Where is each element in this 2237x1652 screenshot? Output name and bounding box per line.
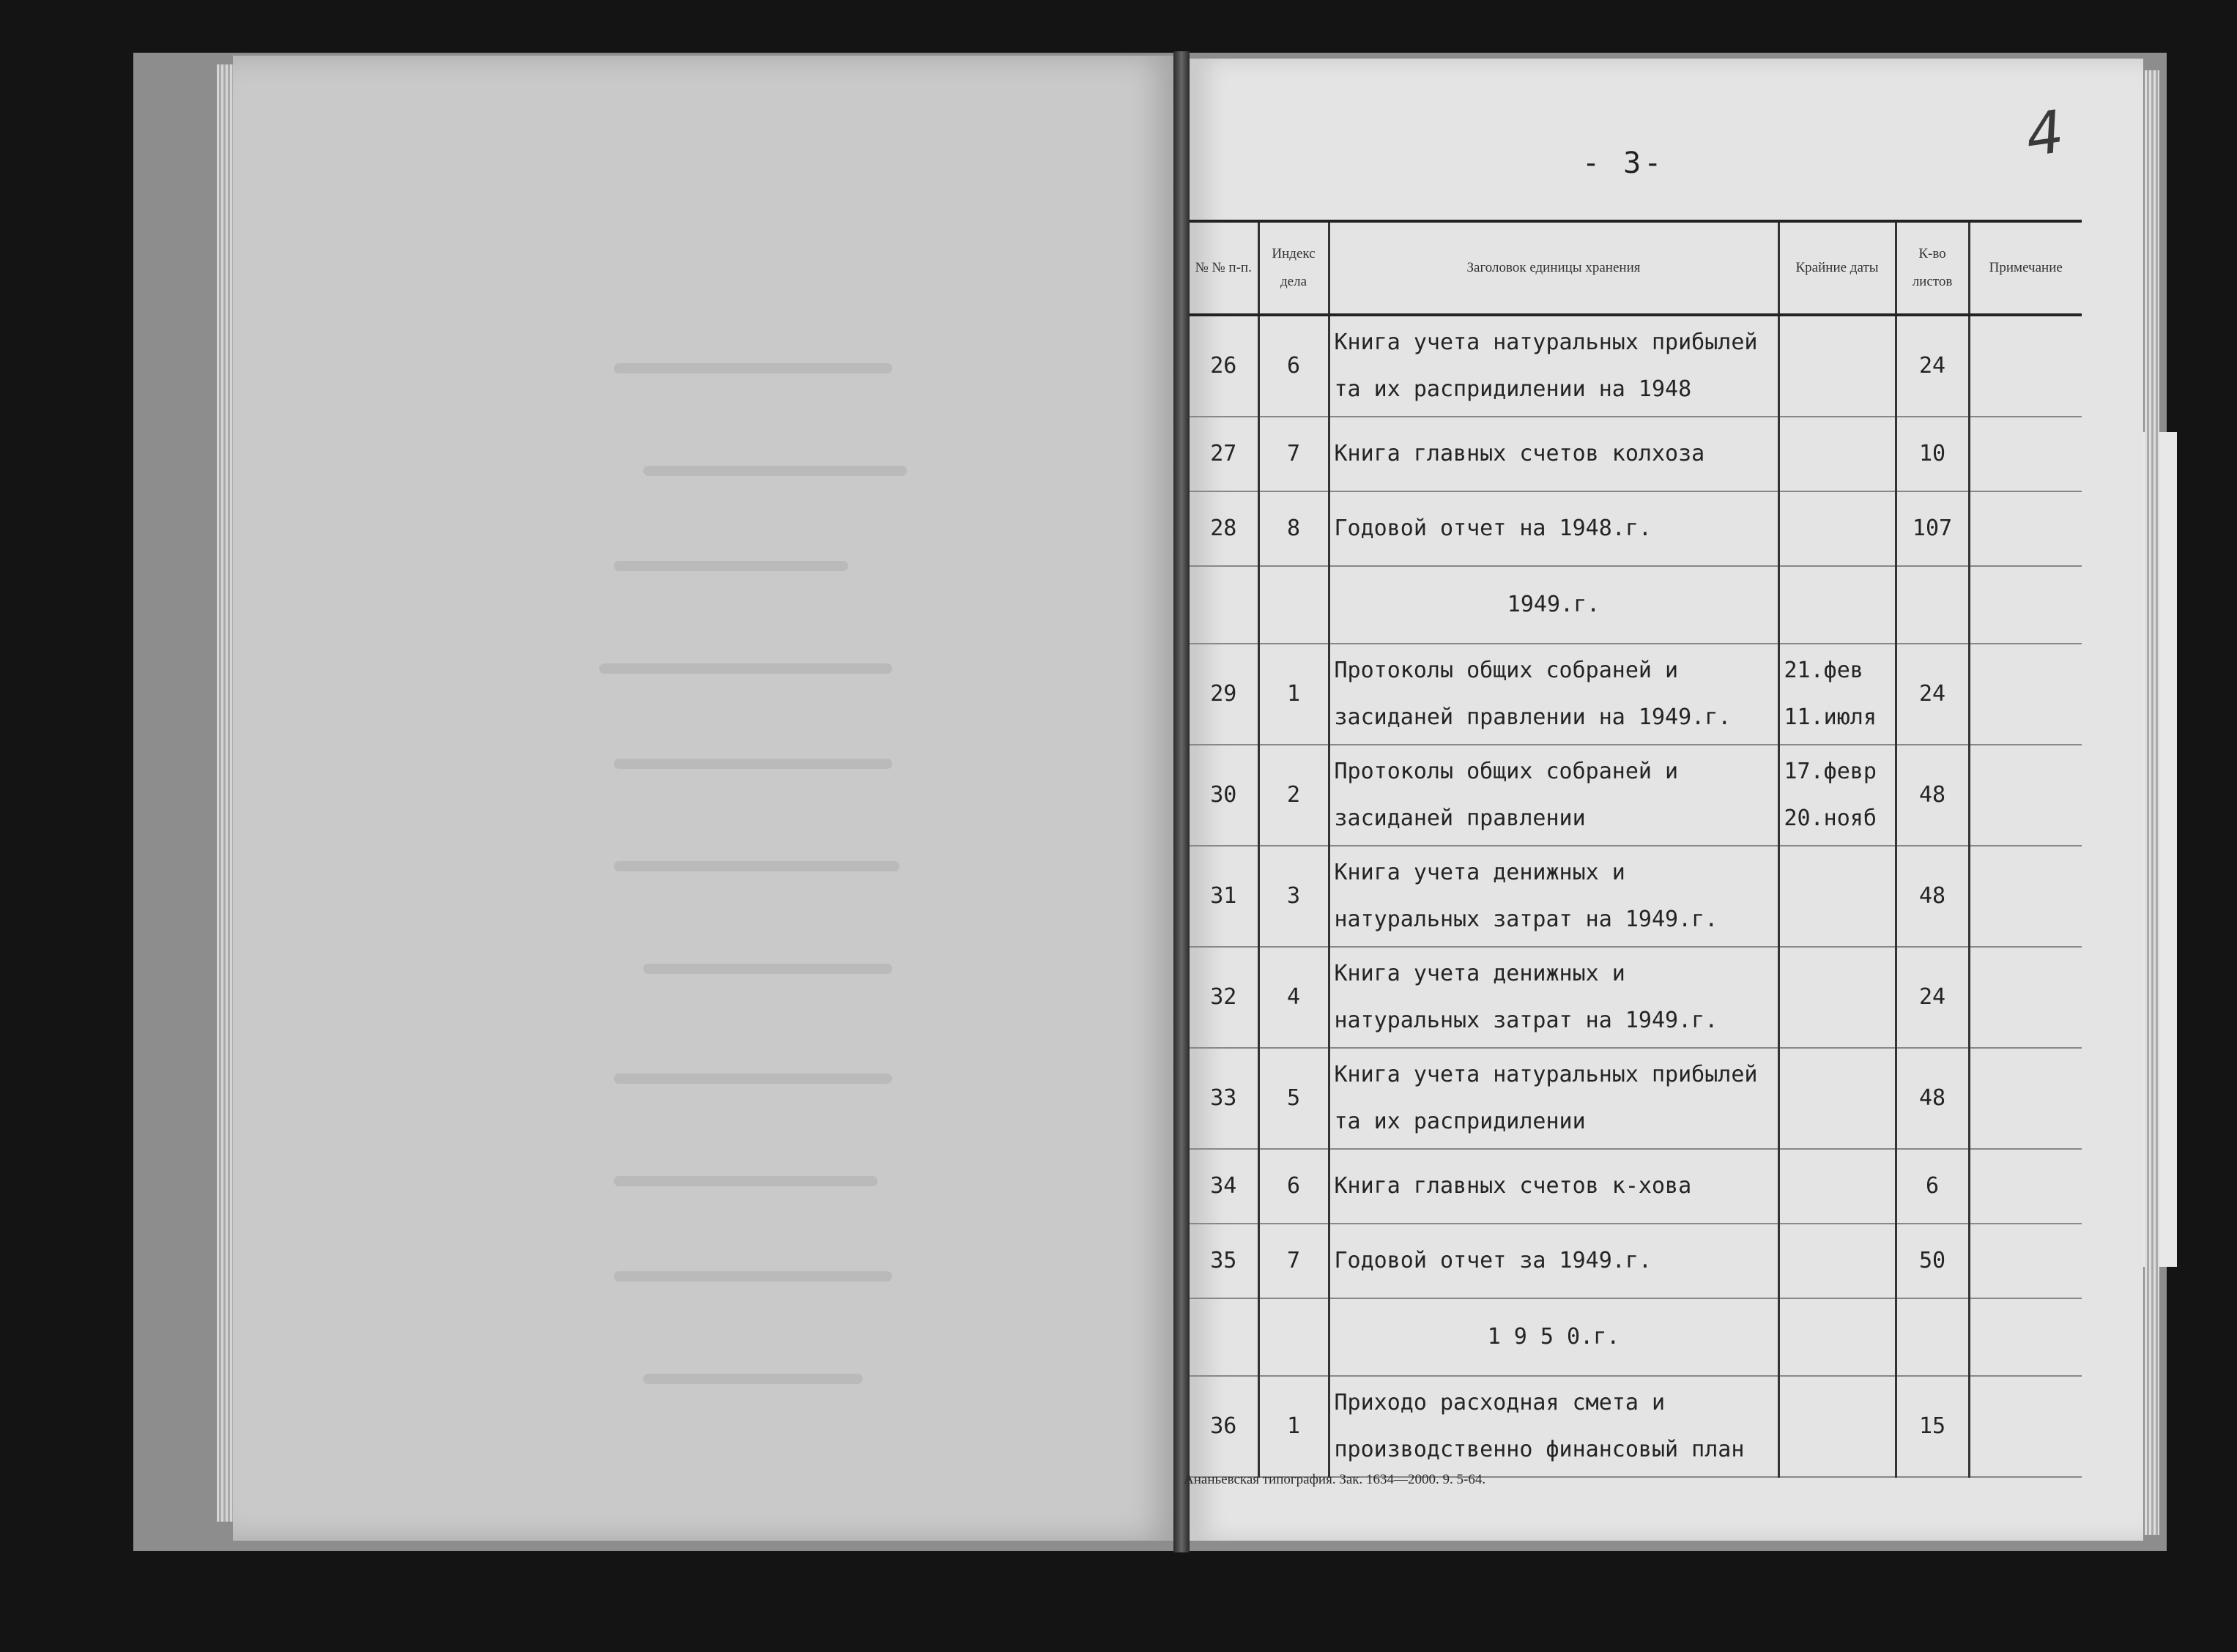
cell-dates	[1778, 1149, 1896, 1224]
cell-number: 29	[1190, 644, 1258, 745]
cell-number: 27	[1190, 417, 1258, 491]
table-header-row	[1190, 221, 2082, 315]
empty-cell	[1190, 566, 1258, 644]
header-notes: Примечание	[1969, 221, 2082, 315]
section-year: 1949.г.	[1329, 566, 1778, 644]
cell-notes	[1969, 1149, 2082, 1224]
cell-sheets: 48	[1896, 1048, 1969, 1149]
cell-title: Книга учета денижных и натуральных затрат на 1949.г.	[1329, 846, 1778, 947]
page-number: - 3-	[1582, 146, 1665, 180]
cell-dates	[1778, 315, 1896, 417]
handwritten-folio-number: 4	[2021, 97, 2069, 171]
cell-sheets: 24	[1896, 947, 1969, 1048]
bleed-through-line	[614, 1271, 892, 1281]
printer-imprint: Ананьевская типография. Зак. 1634—2000. 9. 5-64.	[1184, 1472, 1486, 1487]
table-row	[1190, 1376, 2082, 1477]
cell-number: 35	[1190, 1224, 1258, 1298]
cell-title: Приходо расходная смета и производственно финансовый план	[1329, 1376, 1778, 1477]
empty-cell	[1896, 566, 1969, 644]
table-row	[1190, 315, 2082, 417]
cell-title: Годовой отчет за 1949.г.	[1329, 1224, 1778, 1298]
table-row	[1190, 1224, 2082, 1298]
table-row	[1190, 491, 2082, 566]
cell-notes	[1969, 315, 2082, 417]
cell-title: Годовой отчет на 1948.г.	[1329, 491, 1778, 566]
cell-index: 7	[1258, 1224, 1329, 1298]
table-row	[1190, 846, 2082, 947]
bleed-through-line	[614, 1176, 878, 1186]
bleed-through-line	[614, 861, 899, 871]
header-title: Заголовок единицы хранения	[1329, 221, 1778, 315]
cell-number: 26	[1190, 315, 1258, 417]
cell-index: 1	[1258, 1376, 1329, 1477]
cell-notes	[1969, 417, 2082, 491]
bleed-through-line	[614, 363, 892, 373]
cell-index: 4	[1258, 947, 1329, 1048]
cell-notes	[1969, 846, 2082, 947]
cell-dates: 17.февр 20.нояб	[1778, 745, 1896, 846]
cell-number: 33	[1190, 1048, 1258, 1149]
empty-cell	[1778, 566, 1896, 644]
cell-notes	[1969, 1376, 2082, 1477]
cell-title: Книга учета денижных и натуральных затрат на 1949.г.	[1329, 947, 1778, 1048]
cell-index: 5	[1258, 1048, 1329, 1149]
right-page-edges	[2145, 70, 2159, 1535]
cell-index: 6	[1258, 1149, 1329, 1224]
book-spine-gutter	[1173, 51, 1190, 1552]
cell-number: 28	[1190, 491, 1258, 566]
table-row	[1190, 947, 2082, 1048]
cell-title: Книга учета натуральных прибылей та их распридилении	[1329, 1048, 1778, 1149]
cell-sheets: 48	[1896, 745, 1969, 846]
empty-cell	[1258, 1298, 1329, 1376]
cell-sheets: 24	[1896, 644, 1969, 745]
cell-sheets: 48	[1896, 846, 1969, 947]
cell-notes	[1969, 947, 2082, 1048]
cell-sheets: 24	[1896, 315, 1969, 417]
archive-register-table	[1190, 220, 2082, 1478]
table-row	[1190, 644, 2082, 745]
cell-number: 34	[1190, 1149, 1258, 1224]
cell-sheets: 107	[1896, 491, 1969, 566]
cell-dates	[1778, 947, 1896, 1048]
section-year: 1 9 5 0.г.	[1329, 1298, 1778, 1376]
empty-cell	[1258, 566, 1329, 644]
cell-notes	[1969, 1048, 2082, 1149]
table-body	[1190, 315, 2082, 1477]
empty-cell	[1969, 566, 2082, 644]
cell-dates: 21.фев 11.июля	[1778, 644, 1896, 745]
cell-sheets: 10	[1896, 417, 1969, 491]
empty-cell	[1190, 1298, 1258, 1376]
bleed-through-line	[643, 466, 907, 476]
cell-dates	[1778, 1376, 1896, 1477]
cell-notes	[1969, 1224, 2082, 1298]
header-sheets: К-во листов	[1896, 221, 1969, 315]
table-row	[1190, 1048, 2082, 1149]
bleed-through-line	[643, 964, 892, 974]
header-number: № № п-п.	[1190, 221, 1258, 315]
cell-sheets: 50	[1896, 1224, 1969, 1298]
cell-title: Протоколы общих собраней и засиданей правлении на 1949.г.	[1329, 644, 1778, 745]
cell-dates	[1778, 417, 1896, 491]
cell-index: 2	[1258, 745, 1329, 846]
cell-index: 1	[1258, 644, 1329, 745]
empty-cell	[1896, 1298, 1969, 1376]
cell-index: 8	[1258, 491, 1329, 566]
empty-cell	[1969, 1298, 2082, 1376]
cell-title: Книга главных счетов к-хова	[1329, 1149, 1778, 1224]
cell-title: Книга главных счетов колхоза	[1329, 417, 1778, 491]
bleed-through-line	[614, 759, 892, 769]
table-row	[1190, 1149, 2082, 1224]
cell-number: 36	[1190, 1376, 1258, 1477]
cell-dates	[1778, 1048, 1896, 1149]
cell-title: Протоколы общих собраней и засиданей правлении	[1329, 745, 1778, 846]
empty-cell	[1778, 1298, 1896, 1376]
cell-number: 30	[1190, 745, 1258, 846]
cell-sheets: 6	[1896, 1149, 1969, 1224]
bleed-through-line	[614, 561, 848, 571]
table-row	[1190, 417, 2082, 491]
cell-title: Книга учета натуральных прибылей та их распридилении на 1948	[1329, 315, 1778, 417]
cell-dates	[1778, 846, 1896, 947]
cell-index: 7	[1258, 417, 1329, 491]
bleed-through-line	[599, 663, 892, 674]
cell-number: 31	[1190, 846, 1258, 947]
cell-number: 32	[1190, 947, 1258, 1048]
table-section-row	[1190, 1298, 2082, 1376]
table-row	[1190, 745, 2082, 846]
header-index: Индекс дела	[1258, 221, 1329, 315]
cell-sheets: 15	[1896, 1376, 1969, 1477]
header-dates: Крайние даты	[1778, 221, 1896, 315]
table-section-row	[1190, 566, 2082, 644]
cell-index: 3	[1258, 846, 1329, 947]
bleed-through-line	[643, 1374, 863, 1384]
bleed-through-line	[614, 1074, 892, 1084]
cell-dates	[1778, 491, 1896, 566]
cell-notes	[1969, 491, 2082, 566]
cell-notes	[1969, 644, 2082, 745]
cell-index: 6	[1258, 315, 1329, 417]
left-page-blank	[233, 56, 1179, 1541]
cell-notes	[1969, 745, 2082, 846]
cell-dates	[1778, 1224, 1896, 1298]
